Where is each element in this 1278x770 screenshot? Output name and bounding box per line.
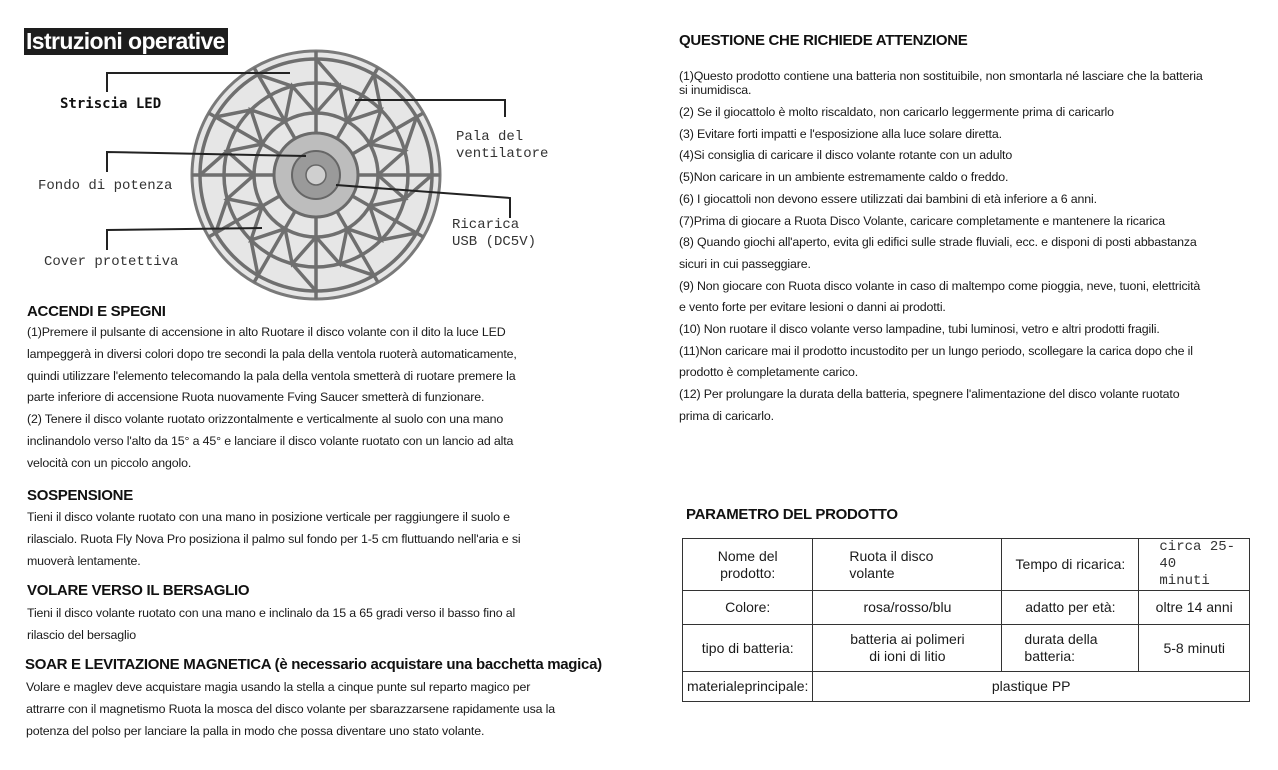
- section-body-target: [27, 603, 515, 647]
- battery-life-label-cell: [1002, 625, 1139, 672]
- paragraph-line: Volare e maglev deve acquistare magia usando la stella a cinque punte sul reparto magico per: [26, 680, 531, 694]
- warning-line: (10) Non ruotare il disco volante verso lampadine, tubi luminosi, vetro e altri prodotti fragili.: [679, 322, 1160, 337]
- flying-ball-illustration: [192, 51, 440, 299]
- protective-cover-label: Cover protettiva: [44, 254, 179, 270]
- warning-line: (8) Quando giochi all'aperto, evita gli edifici sulle strade fluviali, ecc. e disponi di posti abbastanza: [679, 235, 1197, 250]
- battery-type-value-line1: batteria ai polimeri: [850, 631, 965, 647]
- charge-time-value-line2: minuti: [1159, 573, 1210, 589]
- warning-line: (2) Se il giocattolo è molto riscaldato, non caricarlo leggermente prima di caricarlo: [679, 105, 1114, 119]
- page-title: Istruzioni operative: [24, 28, 228, 55]
- paragraph-line: lampeggerà in diversi colori dopo tre secondi la pala della ventola ruoterà automaticamente,: [27, 346, 517, 361]
- battery-type-value-cell: [813, 625, 1002, 672]
- paragraph-line: inclinandolo verso l'alto da 15° a 45° e lanciare il disco volante ruotato con un lancio ad alta: [27, 433, 514, 448]
- warning-line: (1)Questo prodotto contiene una batteria non sostituibile, non smontarla né lasciare che la batteria: [679, 69, 1203, 83]
- product-name-label-line2: prodotto:: [720, 564, 776, 581]
- warning-line: sicuri in cui passeggiare.: [679, 256, 811, 271]
- params-table: [682, 538, 1250, 702]
- section-body-hover: [27, 507, 520, 572]
- section-heading-hover: SOSPENSIONE: [27, 487, 133, 504]
- paragraph-line: rilascio del bersaglio: [27, 627, 136, 642]
- params-heading: PARAMETRO DEL PRODOTTO: [686, 506, 898, 523]
- battery-life-value-cell: 5-8 minuti: [1139, 625, 1250, 672]
- warning-line: (4)Si consiglia di caricare il disco volante rotante con un adulto: [679, 148, 1013, 163]
- paragraph-line: rilascialo. Ruota Fly Nova Pro posiziona il palmo sul fondo per 1-5 cm fluttuando nell'aria e si: [27, 531, 521, 546]
- age-value-cell: oltre 14 anni: [1139, 591, 1250, 625]
- warnings-list: [679, 66, 1203, 428]
- paragraph-line: Tieni il disco volante ruotato con una mano in posizione verticale per raggiungere il suolo e: [27, 510, 510, 524]
- paragraph-line: (1)Premere il pulsante di accensione in alto Ruotare il disco volante con il dito la luce LED: [27, 325, 506, 339]
- age-label-cell: adatto per età:: [1002, 591, 1139, 625]
- paragraph-line: (2) Tenere il disco volante ruotato orizzontalmente e verticalmente al suolo con una mano: [27, 412, 504, 427]
- color-value-cell: rosa/rosso/blu: [813, 591, 1002, 625]
- paragraph-line: Tieni il disco volante ruotato con una mano e inclinalo da 15 a 65 gradi verso il basso fino al: [27, 606, 516, 620]
- warning-line: (11)Non caricare mai il prodotto incustodito per un lungo periodo, scollegare la carica dopo che il: [679, 343, 1193, 358]
- paragraph-line: quindi utilizzare l'elemento telecomando la pala della ventola smetterà di ruotare premere la: [27, 368, 516, 383]
- paragraph-line: velocità con un piccolo angolo.: [27, 455, 192, 470]
- table-row: [683, 672, 1250, 702]
- charge-time-value-line1: circa 25-40: [1159, 539, 1236, 572]
- led-strip-label: Striscia LED: [60, 96, 162, 112]
- warnings-heading: QUESTIONE CHE RICHIEDE ATTENZIONE: [679, 32, 968, 49]
- product-name-label-line1: Nome del: [717, 547, 778, 564]
- table-row: [683, 539, 1250, 591]
- color-label-cell: Colore:: [683, 591, 813, 625]
- material-label-cell: materialeprincipale:: [683, 672, 813, 702]
- paragraph-line: parte inferiore di accensione Ruota nuovamente Fving Saucer smetterà di funzionare.: [27, 390, 485, 405]
- battery-type-value-line2: di ioni di litio: [869, 648, 946, 664]
- usb-label-line1: Ricarica: [452, 217, 520, 233]
- battery-type-label-cell: tipo di batteria:: [683, 625, 813, 672]
- warning-line: (12) Per prolungare la durata della batteria, spegnere l'alimentazione del disco volante ruotato: [679, 387, 1180, 402]
- section-heading-target: VOLARE VERSO IL BERSAGLIO: [27, 582, 250, 599]
- power-base-label: Fondo di potenza: [38, 178, 173, 194]
- section-body-on-off: [27, 322, 517, 475]
- paragraph-line: attrarre con il magnetismo Ruota la mosca del disco volante per sbarazzarsene rapidamente usa la: [26, 701, 556, 716]
- warning-line: (6) I giocattoli non devono essere utilizzati dai bambini di età inferiore a 6 anni.: [679, 191, 1097, 206]
- section-heading-magnetic: SOAR E LEVITAZIONE MAGNETICA (è necessario acquistare una bacchetta magica): [25, 656, 602, 673]
- warning-line: e vento forte per evitare lesioni o danni ai prodotti.: [679, 300, 946, 315]
- warning-line: si inumidisca.: [679, 83, 752, 97]
- warning-line: prodotto è completamente carico.: [679, 365, 859, 380]
- warning-line: (5)Non caricare in un ambiente estremamente caldo o freddo.: [679, 170, 1009, 185]
- product-name-value-cell: [813, 539, 1002, 591]
- material-value-cell: plastique PP: [813, 672, 1250, 702]
- table-row: [683, 625, 1250, 672]
- charge-time-value-cell: [1139, 539, 1250, 591]
- warning-line: (3) Evitare forti impatti e l'esposizione alla luce solare diretta.: [679, 126, 1002, 141]
- product-name-value-line2: volante: [849, 564, 895, 581]
- product-name-label-cell: [683, 539, 813, 591]
- paragraph-line: muoverà lentamente.: [27, 553, 141, 568]
- fan-blade-label: [456, 129, 548, 163]
- usb-label-line2: USB (DC5V): [452, 234, 537, 250]
- battery-life-label-line1: durata della: [1024, 631, 1098, 647]
- section-body-magnetic: [26, 677, 555, 742]
- table-row: [683, 591, 1250, 625]
- battery-life-label-line2: batteria:: [1024, 648, 1075, 664]
- warning-line: (9) Non giocare con Ruota disco volante in caso di maltempo come pioggia, neve, tuoni, elettricità: [679, 278, 1201, 293]
- paragraph-line: potenza del polso per lanciare la palla in modo che possa diventare uno stato volante.: [26, 723, 485, 738]
- section-heading-on-off: ACCENDI E SPEGNI: [27, 303, 166, 320]
- warning-line: (7)Prima di giocare a Ruota Disco Volante, caricare completamente e mantenere la ricarica: [679, 213, 1165, 228]
- warning-line: prima di caricarlo.: [679, 408, 774, 423]
- fan-blade-label-line2: ventilatore: [456, 146, 549, 162]
- fan-blade-label-line1: Pala del: [456, 129, 524, 145]
- usb-charging-label: [452, 217, 536, 251]
- charge-time-label-cell: Tempo di ricarica:: [1002, 539, 1139, 591]
- product-name-value-line1: Ruota il disco: [849, 547, 934, 564]
